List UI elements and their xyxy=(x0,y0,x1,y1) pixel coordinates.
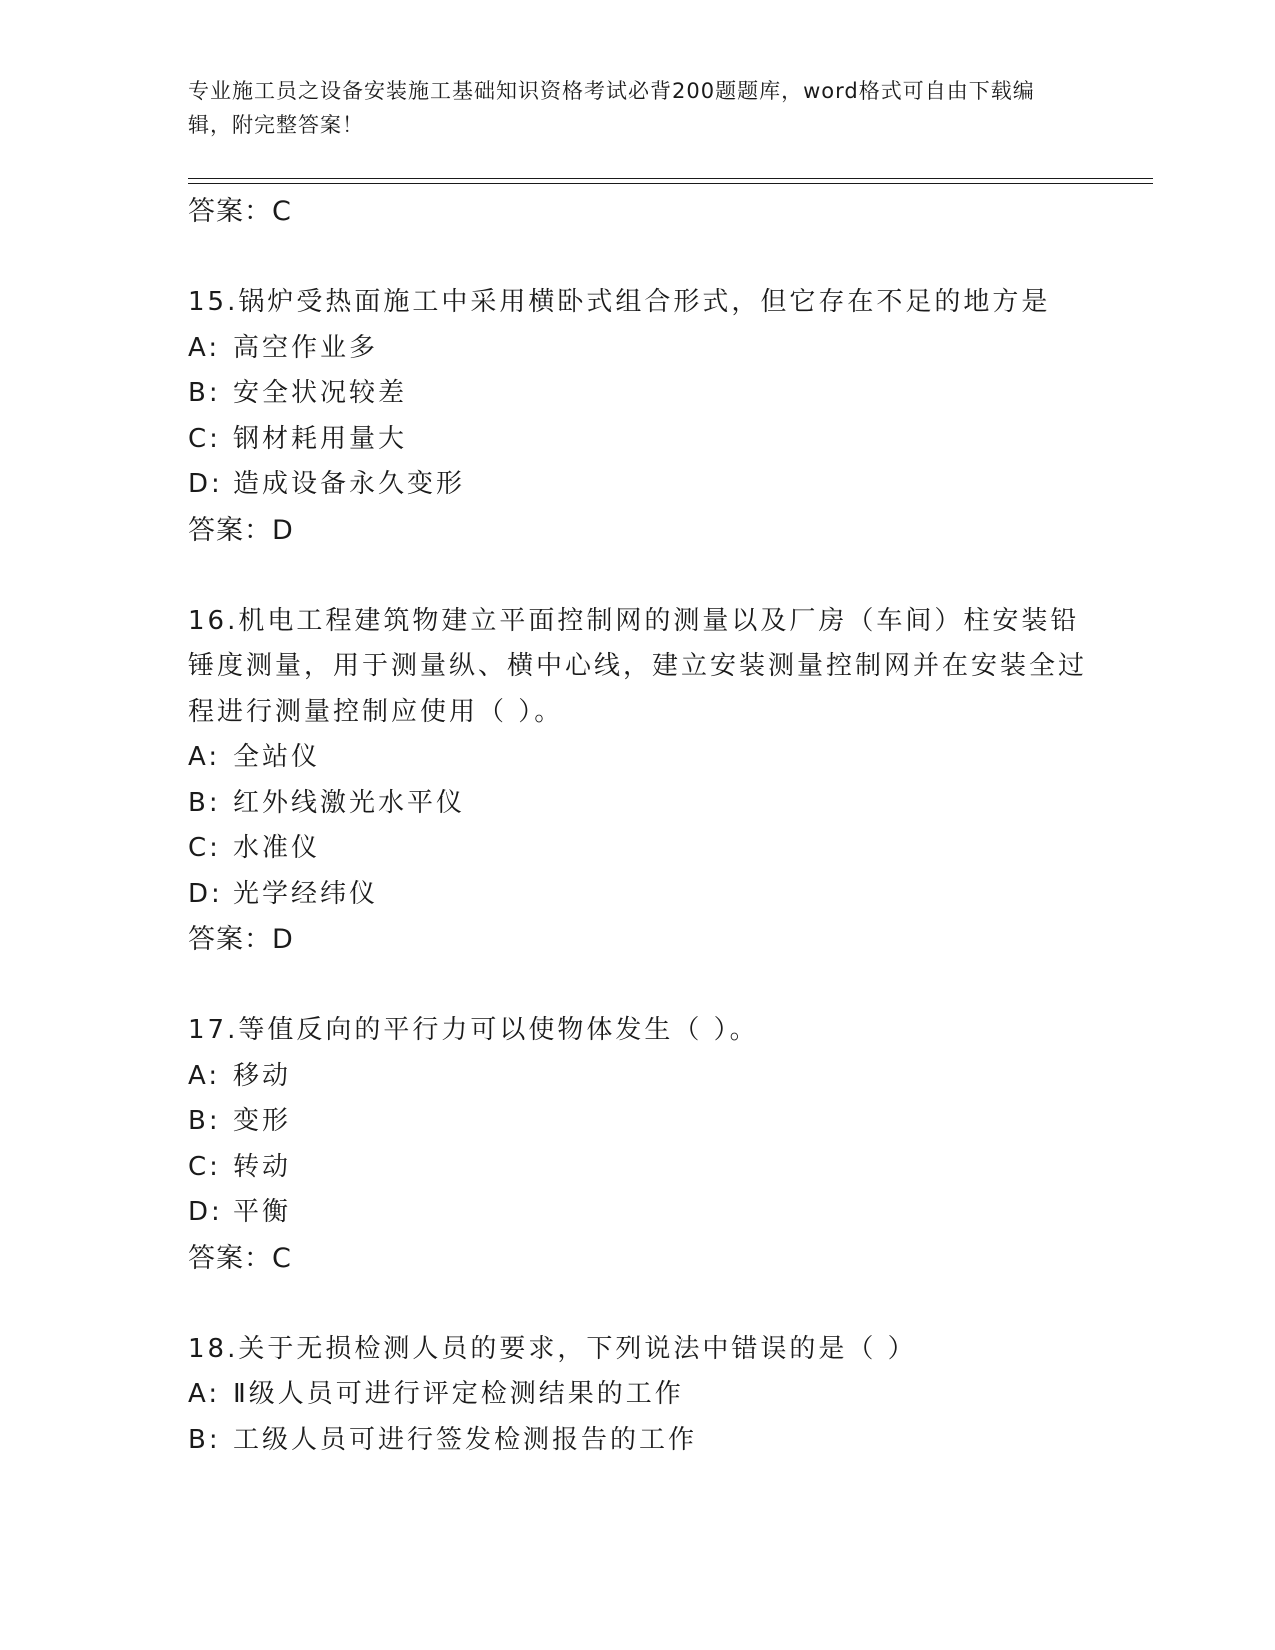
option-b xyxy=(188,781,1088,827)
option-text: 变形 xyxy=(233,1106,292,1136)
option-c xyxy=(188,417,1088,463)
option-text: 光学经纬仪 xyxy=(233,878,379,909)
question-16 xyxy=(188,599,1088,963)
option-label: A: xyxy=(188,1060,221,1091)
option-label: C: xyxy=(188,833,221,863)
option-label: B: xyxy=(188,378,221,408)
option-text: 平衡 xyxy=(233,1197,292,1227)
option-label: B: xyxy=(188,787,221,818)
header-rule-bottom xyxy=(188,183,1153,184)
answer: 答案：D xyxy=(188,924,294,955)
answer: 答案：D xyxy=(188,514,294,546)
option-text: 全站仪 xyxy=(233,742,321,772)
spacer xyxy=(188,1281,1088,1327)
spacer xyxy=(188,963,1088,1009)
option-label: B: xyxy=(188,1424,221,1455)
option-text: 高空作业多 xyxy=(233,332,379,363)
option-label: D: xyxy=(188,469,223,499)
option-label: C: xyxy=(188,423,221,454)
option-d xyxy=(188,462,1088,508)
option-label: C: xyxy=(188,1151,221,1182)
option-text: 红外线激光水平仪 xyxy=(233,787,466,818)
option-d xyxy=(188,1190,1088,1236)
option-text: 水准仪 xyxy=(233,833,321,863)
option-text: 造成设备永久变形 xyxy=(233,469,466,499)
option-c xyxy=(188,1145,1088,1191)
header-rule-top xyxy=(188,178,1153,179)
question-15 xyxy=(188,280,1088,553)
option-label: A: xyxy=(188,1379,221,1409)
option-b xyxy=(188,1418,1088,1464)
question-18 xyxy=(188,1327,1088,1464)
question-text: 18.关于无损检测人员的要求，下列说法中错误的是（ ） xyxy=(188,1333,917,1364)
question-text: 15.锅炉受热面施工中采用横卧式组合形式，但它存在不足的地方是 xyxy=(188,287,1051,317)
question-17 xyxy=(188,1008,1088,1281)
spacer xyxy=(188,235,1088,281)
spacer xyxy=(188,553,1088,599)
answer: 答案：C xyxy=(188,1242,292,1274)
option-label: D: xyxy=(188,1197,223,1227)
option-d xyxy=(188,872,1088,918)
document-header: 专业施工员之设备安装施工基础知识资格考试必背200题题库，word格式可自由下载编辑，附完整答案！ xyxy=(188,79,1035,137)
option-text: 钢材耗用量大 xyxy=(233,423,408,454)
option-text: 工级人员可进行签发检测报告的工作 xyxy=(233,1424,698,1455)
previous-answer: 答案：C xyxy=(188,196,292,227)
question-list xyxy=(188,189,1088,1463)
option-c xyxy=(188,826,1088,872)
option-b xyxy=(188,371,1088,417)
option-a xyxy=(188,326,1088,372)
question-text: 17.等值反向的平行力可以使物体发生（ ）。 xyxy=(188,1015,759,1045)
option-text: 移动 xyxy=(233,1060,292,1091)
option-label: A: xyxy=(188,742,221,772)
option-b xyxy=(188,1099,1088,1145)
option-a xyxy=(188,1372,1088,1418)
option-label: D: xyxy=(188,878,223,909)
option-a xyxy=(188,735,1088,781)
option-label: B: xyxy=(188,1106,221,1136)
option-text: Ⅱ级人员可进行评定检测结果的工作 xyxy=(233,1379,684,1409)
option-text: 转动 xyxy=(233,1151,292,1182)
option-a xyxy=(188,1054,1088,1100)
question-text: 16.机电工程建筑物建立平面控制网的测量以及厂房（车间）柱安装铅锤度测量，用于测量纵、横中心线，建立安装测量控制网并在安装全过程进行测量控制应使用（ ）。 xyxy=(188,605,1088,727)
option-text: 安全状况较差 xyxy=(233,378,408,408)
option-label: A: xyxy=(188,332,221,363)
